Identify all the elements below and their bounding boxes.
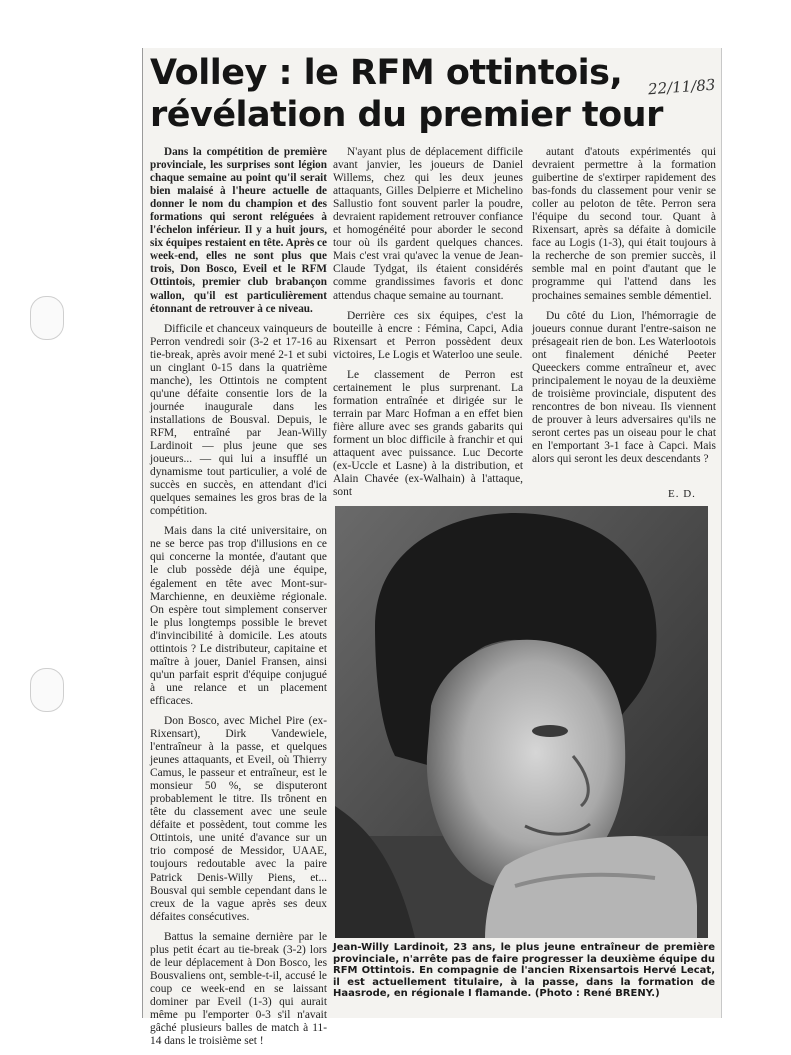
article-paragraph: Battus la semaine dernière par le plus petit écart au tie-break (3-2) lors de leur déplacement à Don Bosco, les Bousvaliens ont, semble-t-il, accusé le coup ce week-end en se laissant dominer par Eveil (1-3) qui aurait même pu l'emporter 0-3 s'il n'avait gâché plusieurs balles de match à 11-14 dans le troisième set ! [150,930,327,1048]
handwritten-date: 22/11/83 [647,75,716,99]
article-headline [150,52,670,136]
article-paragraph: autant d'atouts expérimentés qui devraient permettre à la formation guibertine de s'extirper rapidement des bas-fonds du classement pour venir se coller au peloton de tête. Perron sera l'équipe du second tour. Quant à Rixensart, après sa défaite à domicile face au Logis (1-3), qui était toujours à la recherche de son premier succès, il semble mal en point d'autant que le programme qui l'attend dans les prochaines semaines semble démentiel. [532,146,716,302]
article-paragraph: Du côté du Lion, l'hémorragie de joueurs connue durant l'entre-saison ne présageait rien de bon. Les Waterlootois ont finalement déniché Peeter Queeckers comme entraîneur et, avec principalement le noyau de la deuxième de troisième provinciale, disputent des rencontres de bon niveau. Ils viennent de prouver à leurs adversaires qu'ils ne seront certes pas un oiseau pour le chat en l'emportant 3-1 face à Capci. Mais alors qui seront les deux descendants ? [532,309,716,466]
article-lead: Dans la compétition de première provinciale, les surprises sont légion chaque semaine au point qu'il serait bien malaisé à l'heure actuelle de donner le nom du champion et des formations qui seront reléguées à l'échelon inférieur. Il y a huit jours, six équipes restaient en tête. Après ce week-end, elles ne sont plus que trois, Don Bosco, Eveil et le RFM Ottintois, premier club brabançon wallon, qu'il est particulièrement étonnant de retrouver à ce niveau. [150,146,327,315]
article-paragraph: N'ayant plus de déplacement difficile avant janvier, les joueurs de Daniel Willems, chez qui les deux jeunes attaquants, Gilles Delpierre et Michelino Sallustio font souvent parler la poudre, devraient rapidement retrouver confiance et homogénéité pour aborder le second tour où ils gardent quelques chances. Mais c'est vrai qu'avec la venue de Jean-Claude Tydgat, ils étaient considérés comme grandissimes favoris et donc attendus chaque semaine au tournant. [333,146,523,302]
headline-line-1: Volley : le RFM ottintois, [150,53,623,93]
binder-punch-hole-bottom [30,668,64,712]
article-paragraph: Difficile et chanceux vainqueurs de Perron vendredi soir (3-2 et 17-16 au tie-break, après avoir mené 2-1 et subi un cinglant 0-15 dans la quatrième manche), les Ottintois ne comptent qu'une défaite consentie lors de la journée inaugurale dans les installations de Bousval. Depuis, le RFM, entraîné par Jean-Willy Lardinoit — plus jeune que ses joueurs... — qui lui a insufflé un dynamisme tout particulier, a volé de succès en succès, en attendant d'ici quelques semaines les gros bras de la compétition. [150,322,327,518]
photo-caption: Jean-Willy Lardinoit, 23 ans, le plus jeune entraîneur de première provinciale, n'arrête pas de faire progresser la deuxième équipe du RFM Ottintois. En compagnie de l'ancien Rixensartois Hervé Lecat, il est actuellement titulaire, à la passe, dans la formation de Haasrode, en régionale I flamande. (Photo : René BRENY.) [333,942,715,1000]
coach-photo [335,506,708,938]
article-paragraph: Mais dans la cité universitaire, on ne se berce pas trop d'illusions en ce qui concerne la montée, d'autant que le club possède déjà une équipe, également en tête avec Mont-sur-Marchienne, en deuxième régionale. On espère tout simplement conserver le plus longtemps possible le brevet d'invincibilité à domicile. Les atouts ottintois ? Le distributeur, capitaine et maître à jouer, Daniel Fransen, ainsi qu'un parfait esprit d'équipe conjugué à une relance et un placement efficaces. [150,525,327,707]
author-signature: E. D. [668,488,696,500]
article-column-2 [333,146,523,506]
article-paragraph: Derrière ces six équipes, c'est la bouteille à encre : Fémina, Capci, Adia Rixensart et Perron possèdent deux victoires, Le Logis et Waterloo une seule. [333,309,523,361]
article-column-3 [532,146,716,473]
article-column-1 [150,146,327,1055]
headline-line-2: révélation du premier tour [150,95,663,135]
coach-portrait-image [335,506,708,938]
article-paragraph: Don Bosco, avec Michel Pire (ex-Rixensart), Dirk Vandewiele, l'entraîneur à la passe, et quelques jeunes attaquants, et Eveil, où Thierry Camus, le passeur et entraîneur, est le monsieur 50 %, se disputeront probablement le titre. Ils trônent en tête du classement avec une seule défaite et possèdent, tout comme les Ottintois, une unité d'avance sur un trio composé de Messidor, UAAE, toujours redoutable avec la paire Patrick Denis-Willy Piens, et... Bousval qui semble cependant dans le creux de la vague après ses deux défaites consécutives. [150,714,327,923]
binder-punch-hole-top [30,296,64,340]
article-paragraph: Le classement de Perron est certainement le plus surprenant. La formation entraînée et dirigée sur le terrain par Marc Hofman a en effet bien fière allure avec ses grands gabarits qui forment un bloc difficile à franchir et qui attaquent avec puissance. Luc Decorte (ex-Uccle et Lasne) à la distribution, et Alain Chavée (ex-Walhain) à l'attaque, sont [333,368,523,499]
